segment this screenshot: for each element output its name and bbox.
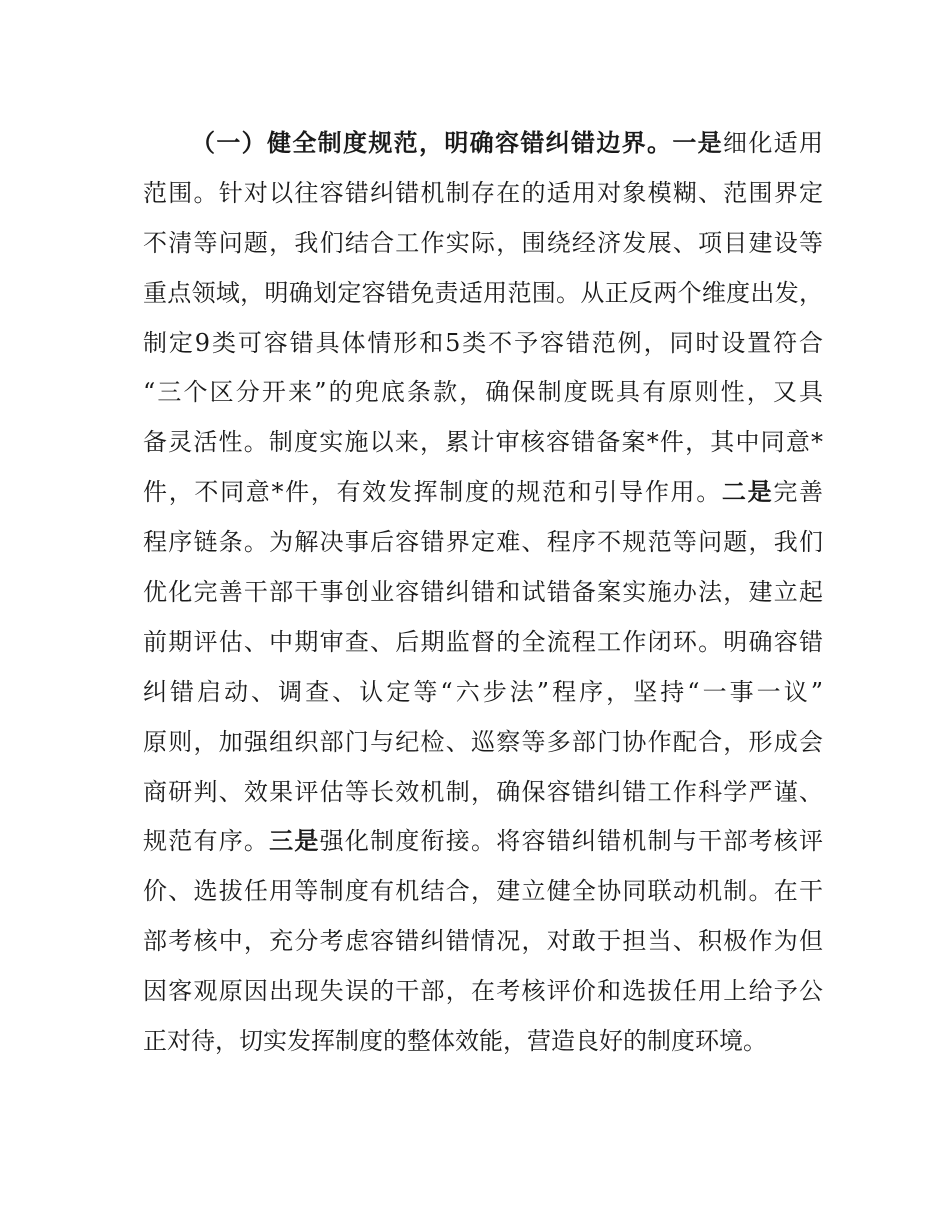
paragraph-line-15 xyxy=(143,823,823,860)
line-text: “三个区分开来”的兜底条款，确保制度既具有原则性，又具 xyxy=(143,378,823,407)
line-text: 前期评估、中期审查、后期监督的全流程工作闭环。明确容错 xyxy=(143,627,823,656)
paragraph-line-3 xyxy=(143,225,823,262)
section-heading: （一）健全制度规范，明确容错纠错边界。一是 xyxy=(191,129,723,157)
line-text: 纠错启动、调查、认定等“六步法”程序，坚持“一事一议” xyxy=(143,677,823,706)
paragraph-line-5 xyxy=(143,325,823,362)
paragraph-line-4 xyxy=(143,275,823,312)
line-text: 强化制度衔接。将容错纠错机制与干部考核评 xyxy=(319,827,824,856)
line-text: 制定9类可容错具体情形和5类不予容错范例，同时设置符合 xyxy=(143,328,823,357)
line-text: 价、选拔任用等制度有机结合，建立健全协同联动机制。在干 xyxy=(143,877,823,906)
line-text: 备灵活性。制度实施以来，累计审核容错备案*件，其中同意* xyxy=(143,428,823,457)
line-text: 优化完善干部干事创业容错纠错和试错备案实施办法，建立起 xyxy=(143,578,823,607)
line-text: 件，不同意*件，有效发挥制度的规范和引导作用。 xyxy=(143,478,722,507)
paragraph-line-18 xyxy=(143,973,823,1010)
paragraph-line-9 xyxy=(143,524,823,561)
paragraph-line-7 xyxy=(143,424,823,461)
paragraph-line-19 xyxy=(143,1023,823,1060)
paragraph-line-8 xyxy=(143,474,823,511)
body-paragraph xyxy=(143,125,823,1073)
point-marker: 二是 xyxy=(721,478,774,507)
paragraph-line-17 xyxy=(143,923,823,960)
paragraph-line-13 xyxy=(143,724,823,761)
paragraph-line-14 xyxy=(143,774,823,811)
line-text: 不清等问题，我们结合工作实际，围绕经济发展、项目建设等 xyxy=(143,228,823,257)
paragraph-line-11 xyxy=(143,624,823,661)
paragraph-line-10 xyxy=(143,574,823,611)
line-text: 程序链条。为解决事后容错界定难、程序不规范等问题，我们 xyxy=(143,528,823,557)
point-marker: 三是 xyxy=(269,827,320,856)
line-text: 原则，加强组织部门与纪检、巡察等多部门协作配合，形成会 xyxy=(143,727,823,756)
paragraph-line-12 xyxy=(143,674,823,711)
paragraph-line-1 xyxy=(143,125,823,162)
line-text: 细化适用 xyxy=(723,129,823,157)
line-text: 部考核中，充分考虑容错纠错情况，对敢于担当、积极作为但 xyxy=(143,927,823,956)
line-text: 规范有序。 xyxy=(143,827,270,856)
line-text: 正对待，切实发挥制度的整体效能，营造良好的制度环境。 xyxy=(143,1027,767,1056)
paragraph-line-2 xyxy=(143,175,823,212)
paragraph-line-16 xyxy=(143,873,823,910)
line-text: 因客观原因出现失误的干部，在考核评价和选拔任用上给予公 xyxy=(143,977,823,1006)
line-text: 商研判、效果评估等长效机制，确保容错纠错工作科学严谨、 xyxy=(143,777,823,806)
line-text: 重点领域，明确划定容错免责适用范围。从正反两个维度出发， xyxy=(143,278,823,307)
paragraph-line-6 xyxy=(143,374,823,411)
line-text: 完善 xyxy=(773,478,824,507)
line-text: 范围。针对以往容错纠错机制存在的适用对象模糊、范围界定 xyxy=(143,178,823,207)
